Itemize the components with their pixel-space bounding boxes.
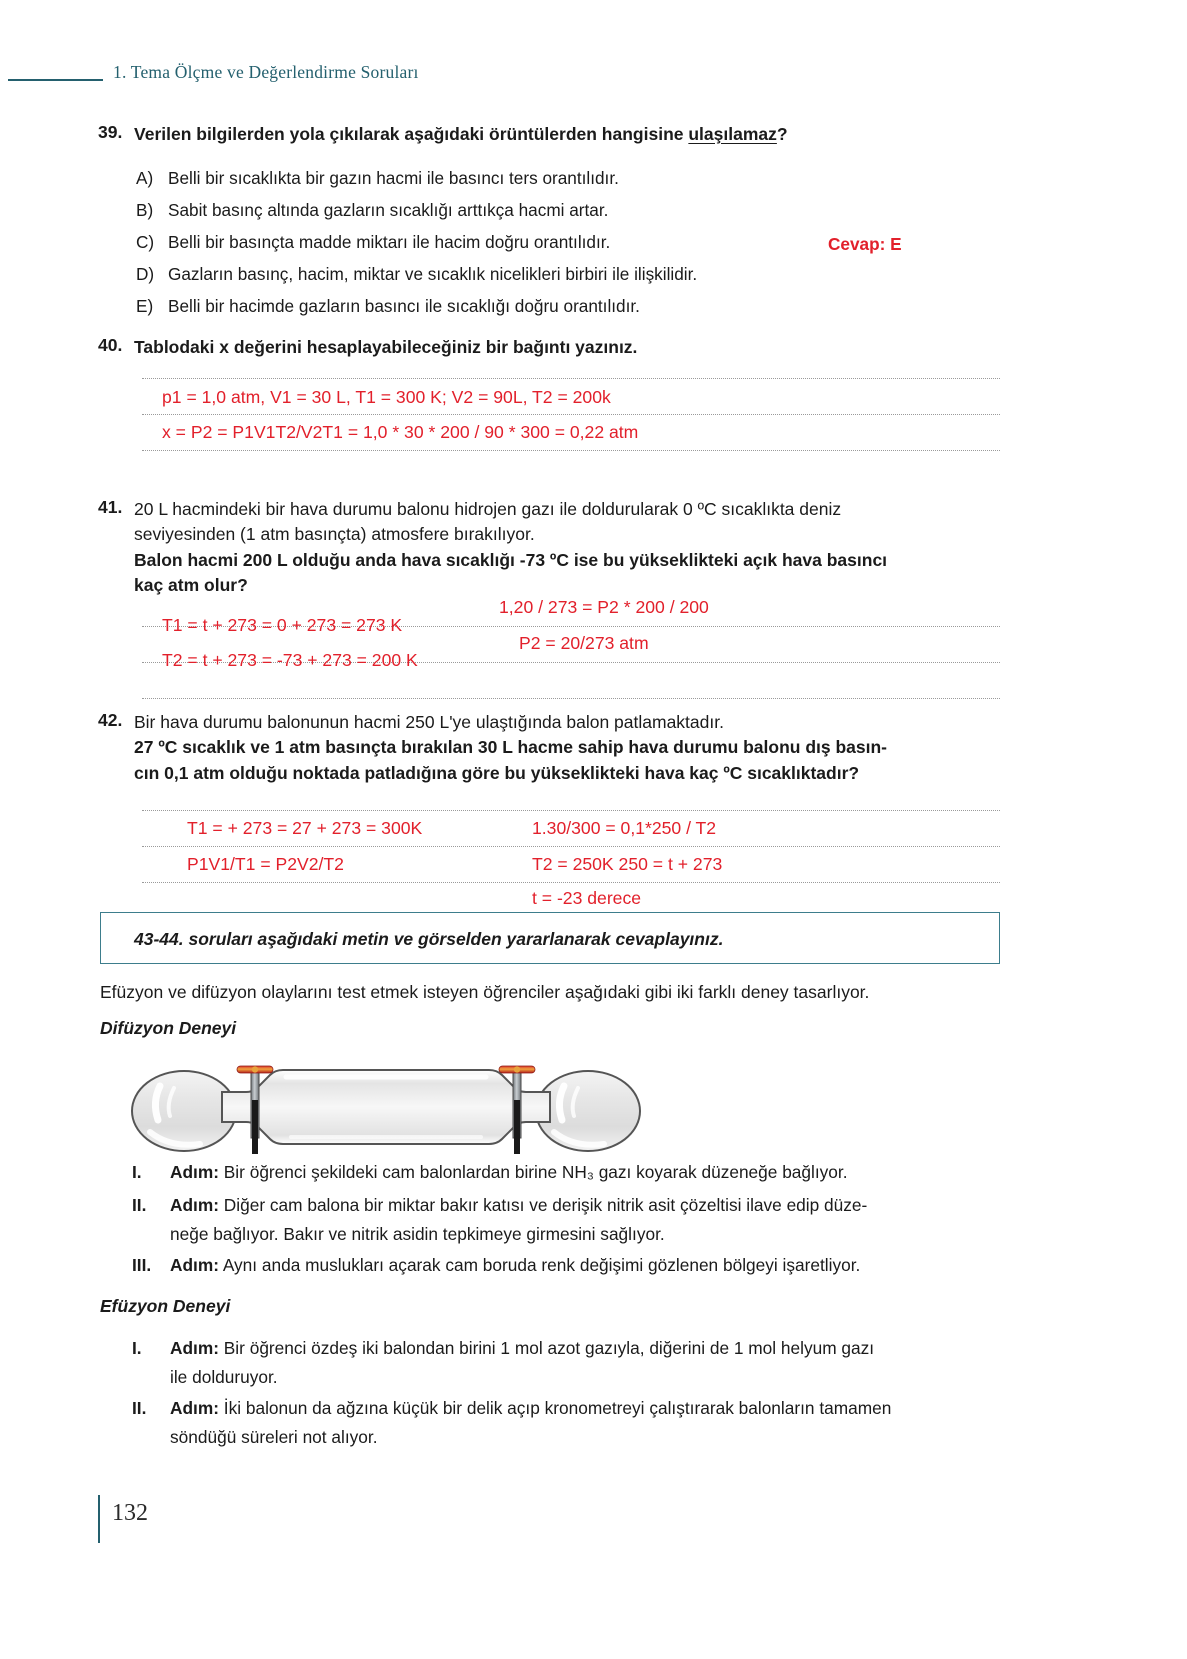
question-39-stem-post: ? bbox=[776, 124, 788, 144]
answer-rule-42-1 bbox=[142, 810, 1000, 811]
option-c-label: Belli bir basınçta madde miktarı ile hacim doğru orantılıdır. bbox=[168, 232, 611, 252]
efuzyon-step-1-number: I. bbox=[132, 1338, 142, 1358]
handwritten-41-left-1: T1 = t + 273 = 0 + 273 = 273 K bbox=[162, 615, 403, 635]
left-glass-flask bbox=[132, 1071, 236, 1151]
answer-rule-42-3 bbox=[142, 882, 1000, 883]
option-d-label: Gazların basınç, hacim, miktar ve sıcaklık nicelikleri birbiri ile ilişkilidir. bbox=[168, 264, 698, 284]
efuzyon-step-1-text-line-1: Bir öğrenci özdeş iki balondan birini 1 mol azot gazıyla, diğerini de 1 mol helyum gazı bbox=[223, 1338, 875, 1358]
difuzyon-step-2-cont bbox=[170, 1222, 1005, 1247]
answer-rule-42-2 bbox=[142, 846, 1000, 847]
question-41-line-1: 20 L hacmindeki bir hava durumu balonu hidrojen gazı ile doldurularak 0 ºC sıcaklıkta deniz bbox=[134, 499, 842, 519]
question-42-bold-line-1: 27 ºC sıcaklık ve 1 atm basınçta bırakılan 30 L hacme sahip hava durumu balonu dış basın- bbox=[134, 737, 888, 758]
answer-rule-40-1 bbox=[142, 378, 1000, 379]
efuzyon-step-2-text-line-1: İki balonun da ağzına küçük bir delik açıp kronometreyi çalıştırarak balonların tamamen bbox=[223, 1398, 892, 1418]
question-42-line-1: Bir hava durumu balonunun hacmi 250 L'ye ulaştığında balon patlamaktadır. bbox=[134, 712, 724, 732]
difuzyon-step-3-body bbox=[170, 1253, 860, 1278]
difuzyon-step-1-label: Adım: bbox=[170, 1162, 219, 1182]
footer-rule bbox=[98, 1495, 100, 1543]
answer-area-42 bbox=[142, 810, 1000, 908]
right-glass-flask bbox=[536, 1071, 640, 1151]
efuzyon-step-1-cont bbox=[170, 1365, 1005, 1390]
handwritten-41-right-1: 1,20 / 273 = P2 * 200 / 200 bbox=[499, 597, 709, 617]
question-41-bold-line-1: Balon hacmi 200 L olduğu anda hava sıcaklığı -73 ºC ise bu yükseklikteki açık hava basıncı bbox=[134, 549, 888, 570]
question-42-bold-line-2: cın 0,1 atm olduğu noktada patladığına göre bu yükseklikteki hava kaç ºC sıcaklıktadır? bbox=[134, 762, 860, 783]
difuzyon-step-2-text-line-1: Diğer cam balona bir miktar bakır katısı ve derişik nitrik asit çözeltisi ilave edip düze- bbox=[223, 1195, 868, 1215]
question-41-body bbox=[134, 497, 1014, 599]
answer-rule-40-3 bbox=[142, 450, 1000, 451]
question-39-number: 39. bbox=[98, 122, 123, 142]
page-number: 132 bbox=[112, 1500, 148, 1526]
option-d-letter: D) bbox=[136, 264, 155, 284]
efuzyon-step-2-number: II. bbox=[132, 1398, 147, 1418]
option-e-label: Belli bir hacimde gazların basıncı ile sıcaklığı doğru orantılıdır. bbox=[168, 296, 640, 316]
question-42-body bbox=[134, 710, 1019, 786]
difuzyon-step-2-text-line-2: neğe bağlıyor. Bakır ve nitrik asidin tepkimeye girmesini sağlıyor. bbox=[170, 1224, 665, 1244]
difuzyon-step-1-body bbox=[170, 1160, 848, 1185]
handwritten-42-left-1: T1 = + 273 = 27 + 273 = 300K bbox=[187, 818, 423, 838]
handwritten-41-right-2: P2 = 20/273 atm bbox=[519, 633, 649, 653]
difuzyon-step-3-label: Adım: bbox=[170, 1255, 219, 1275]
efuzyon-step-2-cont bbox=[170, 1425, 1015, 1450]
question-40-stem: Tablodaki x değerini hesaplayabileceğiniz bir bağıntı yazınız. bbox=[134, 337, 638, 357]
question-41-bold-line-2: kaç atm olur? bbox=[134, 575, 248, 596]
option-a-letter: A) bbox=[136, 168, 154, 188]
diffusion-apparatus-illustration bbox=[126, 1058, 646, 1154]
answer-area-40 bbox=[142, 378, 1000, 458]
handwritten-41-left-2: T2 = t + 273 = -73 + 273 = 200 K bbox=[162, 650, 418, 670]
answer-rule-40-2 bbox=[142, 414, 1000, 415]
handwritten-42-right-1: 1.30/300 = 0,1*250 / T2 bbox=[532, 818, 717, 838]
apparatus-svg bbox=[126, 1058, 646, 1154]
difuzyon-step-2-body bbox=[170, 1193, 1005, 1218]
question-39-stem bbox=[134, 122, 994, 147]
question-41-number: 41. bbox=[98, 497, 123, 517]
handwritten-42-right-3: t = -23 derece bbox=[532, 888, 642, 908]
option-e-letter: E) bbox=[136, 296, 154, 316]
question-40-number: 40. bbox=[98, 335, 123, 355]
question-41-line-2: seviyesinden (1 atm basınçta) atmosfere bırakılıyor. bbox=[134, 524, 535, 545]
efuzyon-heading: Efüzyon Deneyi bbox=[100, 1296, 231, 1316]
difuzyon-step-3-text: Aynı anda muslukları açarak cam boruda renk değişimi gözlenen bölgeyi işaretliyor. bbox=[222, 1255, 861, 1275]
efuzyon-step-1-body bbox=[170, 1336, 1005, 1361]
handwritten-42-right-2: T2 = 250K 250 = t + 273 bbox=[532, 854, 723, 874]
difuzyon-heading: Difüzyon Deneyi bbox=[100, 1018, 237, 1038]
efuzyon-step-2-label: Adım: bbox=[170, 1398, 219, 1418]
intro-paragraph: Efüzyon ve difüzyon olaylarını test etmek isteyen öğrenciler aşağıdaki gibi iki farklı deney tasarlıyor. bbox=[100, 982, 870, 1002]
header-title: 1. Tema Ölçme ve Değerlendirme Soruları bbox=[113, 62, 419, 82]
efuzyon-step-1-text-line-2: ile dolduruyor. bbox=[170, 1367, 278, 1387]
info-box-text: 43-44. soruları aşağıdaki metin ve görselden yararlanarak cevaplayınız. bbox=[134, 929, 724, 949]
efuzyon-step-1-label: Adım: bbox=[170, 1338, 219, 1358]
handwritten-40-line-2: x = P2 = P1V1T2/V2T1 = 1,0 * 30 * 200 / 90 * 300 = 0,22 atm bbox=[162, 422, 639, 442]
option-c-letter: C) bbox=[136, 232, 155, 252]
difuzyon-step-3-number: III. bbox=[132, 1255, 152, 1275]
answer-area-41 bbox=[142, 597, 1000, 688]
difuzyon-step-1-text: Bir öğrenci şekildeki cam balonlardan birine NH₃ gazı koyarak düzeneğe bağlıyor. bbox=[223, 1162, 848, 1182]
question-39-stem-pre: Verilen bilgilerden yola çıkılarak aşağıdaki örüntülerden hangisine bbox=[134, 124, 689, 144]
difuzyon-step-2-label: Adım: bbox=[170, 1195, 219, 1215]
question-42-number: 42. bbox=[98, 710, 123, 730]
option-b-label: Sabit basınç altında gazların sıcaklığı arttıkça hacmi artar. bbox=[168, 200, 609, 220]
answer-key-39: Cevap: E bbox=[828, 234, 902, 254]
info-box-43-44 bbox=[100, 912, 1000, 964]
option-b-letter: B) bbox=[136, 200, 154, 220]
connecting-glass-tube bbox=[222, 1070, 550, 1144]
difuzyon-step-1-number: I. bbox=[132, 1162, 142, 1182]
question-39-stem-underlined: ulaşılamaz bbox=[688, 124, 777, 144]
difuzyon-step-2-number: II. bbox=[132, 1195, 147, 1215]
answer-rule-41-3 bbox=[142, 698, 1000, 699]
efuzyon-step-2-body bbox=[170, 1396, 1015, 1421]
option-a-label: Belli bir sıcaklıkta bir gazın hacmi ile basıncı ters orantılıdır. bbox=[168, 168, 619, 188]
handwritten-40-line-1: p1 = 1,0 atm, V1 = 30 L, T1 = 300 K; V2 = 90L, T2 = 200k bbox=[162, 387, 611, 407]
efuzyon-step-2-text-line-2: söndüğü süreleri not alıyor. bbox=[170, 1427, 378, 1447]
handwritten-42-left-2: P1V1/T1 = P2V2/T2 bbox=[187, 854, 344, 874]
